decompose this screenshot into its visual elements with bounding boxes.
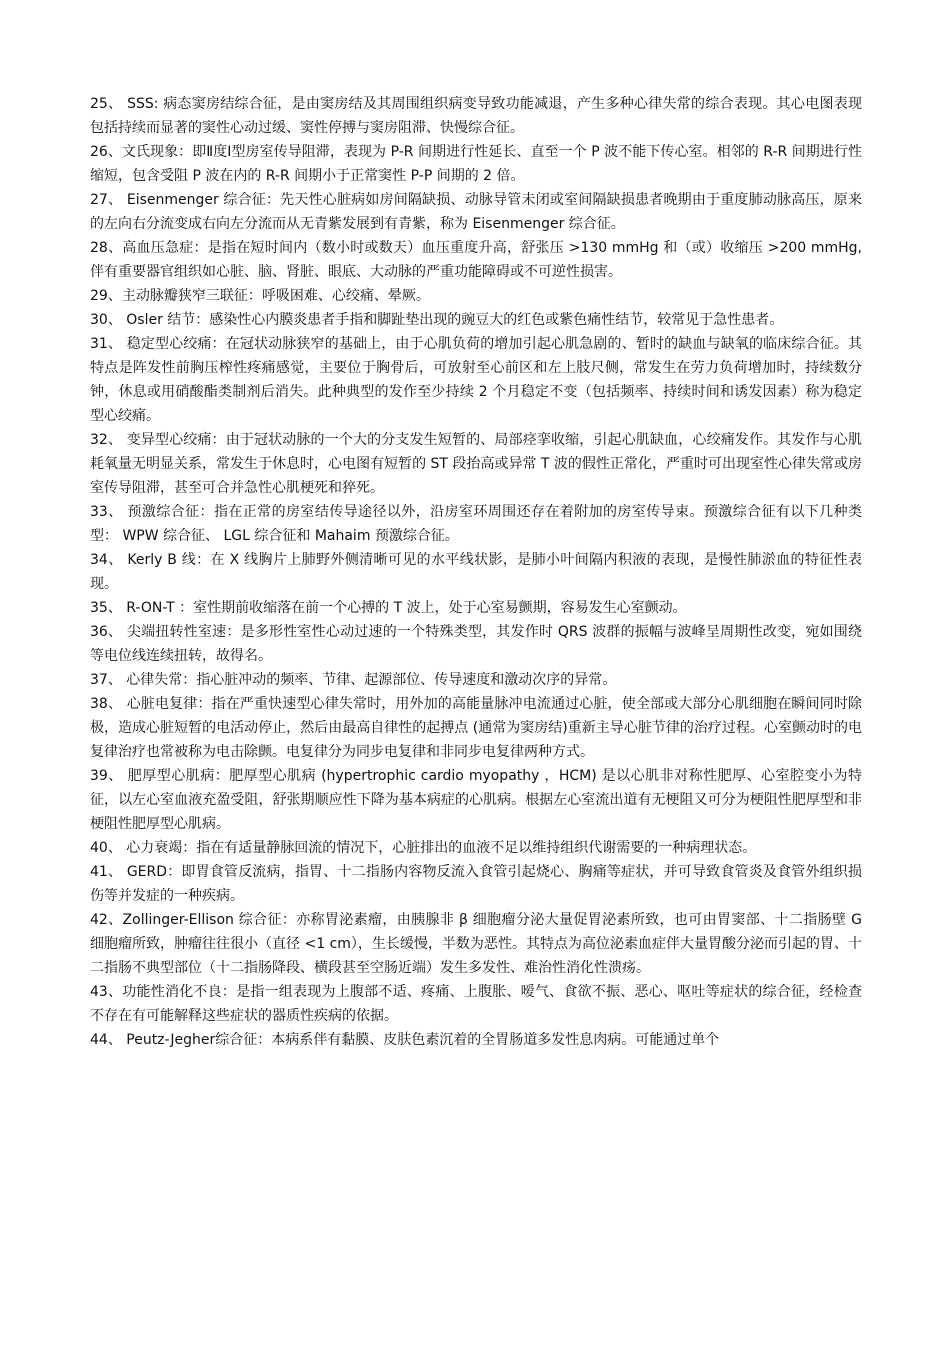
entry-25: 25、 SSS: 病态窦房结综合征，是由窦房结及其周围组织病变导致功能减退，产生多种心律失常的综合表现。其心电图表现包括持续而显著的窦性心动过缓、窦性停搏与窦房阻滞、快慢综合征。 <box>90 96 862 136</box>
entry-26: 26、文氏现象：即Ⅱ度Ⅰ型房室传导阻滞，表现为 P-R 间期进行性延长、直至一个 P 波不能下传心室。相邻的 R-R 间期进行性缩短，包含受阻 P 波在内的 R-R 间期小于正常窦性 P-P 间期的 2 倍。 <box>90 144 862 184</box>
entry-29: 29、主动脉瓣狭窄三联征：呼吸困难、心绞痛、晕厥。 <box>90 288 430 304</box>
entry-36: 36、 尖端扭转性室速：是多形性室性心动过速的一个特殊类型，其发作时 QRS 波群的振幅与波峰呈周期性改变，宛如围绕等电位线连续扭转，故得名。 <box>90 624 862 664</box>
entry-34: 34、 Kerly B 线：在 X 线胸片上肺野外侧清晰可见的水平线状影，是肺小叶间隔内积液的表现，是慢性肺淤血的特征性表现。 <box>90 552 862 592</box>
entry-33: 33、 预激综合征：指在正常的房室结传导途径以外，沿房室环周围还存在着附加的房室传导束。预激综合征有以下几种类型： WPW 综合征、 LGL 综合征和 Mahaim 预激综合征。 <box>90 504 862 544</box>
entry-28: 28、高血压急症：是指在短时间内（数小时或数天）血压重度升高，舒张压 >130 mmHg 和（或）收缩压 >200 mmHg,伴有重要器官组织如心脏、脑、肾脏、眼底、大动脉的严重功能障碍或不可逆性损害。 <box>90 240 862 280</box>
entry-40: 40、 心力衰竭：指在有适量静脉回流的情况下，心脏排出的血液不足以维持组织代谢需要的一种病理状态。 <box>90 840 757 856</box>
document-page <box>90 92 862 1052</box>
entry-42: 42、Zollinger-Ellison 综合征：亦称胃泌素瘤，由胰腺非 β 细胞瘤分泌大量促胃泌素所致，也可由胃窦部、十二指肠壁 G 细胞瘤所致，肿瘤往往很小（直径 <1 cm），生长缓慢，半数为恶性。其特点为高位泌素血症伴大量胃酸分泌而引起的胃、十二指肠不典型部位（十二指肠降段、横段甚至空肠近端）发生多发性、难治性消化性溃疡。 <box>90 912 862 976</box>
entry-32: 32、 变异型心绞痛：由于冠状动脉的一个大的分支发生短暂的、局部痉挛收缩，引起心肌缺血，心绞痛发作。其发作与心肌耗氧量无明显关系，常发生于休息时，心电图有短暂的 ST 段抬高或异常 T 波的假性正常化，严重时可出现室性心律失常或房室传导阻滞，甚至可合并急性心肌梗死和猝死。 <box>90 432 862 496</box>
entry-35: 35、 R-ON-T ：室性期前收缩落在前一个心搏的 T 波上，处于心室易颤期，容易发生心室颤动。 <box>90 600 687 616</box>
entry-38: 38、 心脏电复律：指在严重快速型心律失常时，用外加的高能量脉冲电流通过心脏，使全部或大部分心肌细胞在瞬间同时除极，造成心脏短暂的电活动停止，然后由最高自律性的起搏点 (通常为窦房结)重新主导心脏节律的治疗过程。心室颤动时的电复律治疗也常被称为电击除颤。电复律分为同步电复律和非同步电复律两种方式。 <box>90 696 862 760</box>
entry-44: 44、 Peutz-Jegher综合征：本病系伴有黏膜、皮肤色素沉着的全胃肠道多发性息肉病。可能通过单个 <box>90 1032 720 1048</box>
entry-37: 37、 心律失常：指心脏冲动的频率、节律、起源部位、传导速度和激动次序的异常。 <box>90 672 617 688</box>
entry-27: 27、 Eisenmenger 综合征：先天性心脏病如房间隔缺损、动脉导管未闭或室间隔缺损患者晚期由于重度肺动脉高压，原来的左向右分流变成右向左分流而从无青紫发展到有青紫，称为 Eisenmenger 综合征。 <box>90 192 862 232</box>
entry-43: 43、功能性消化不良：是指一组表现为上腹部不适、疼痛、上腹胀、嗳气、食欲不振、恶心、呕吐等症状的综合征，经检查不存在有可能解释这些症状的器质性疾病的依据。 <box>90 984 862 1024</box>
entry-30: 30、 Osler 结节：感染性心内膜炎患者手指和脚趾垫出现的豌豆大的红色或紫色痛性结节，较常见于急性患者。 <box>90 312 784 328</box>
entry-31: 31、 稳定型心绞痛：在冠状动脉狭窄的基础上，由于心肌负荷的增加引起心肌急剧的、暂时的缺血与缺氧的临床综合征。其特点是阵发性前胸压榨性疼痛感觉，主要位于胸骨后，可放射至心前区和左上肢尺侧，常发生在劳力负荷增加时，持续数分钟，休息或用硝酸酯类制剂后消失。此种典型的发作至少持续 2 个月稳定不变（包括频率、持续时间和诱发因素）称为稳定型心绞痛。 <box>90 336 862 424</box>
entry-39: 39、 肥厚型心肌病：肥厚型心肌病 (hypertrophic cardio myopathy ，HCM) 是以心肌非对称性肥厚、心室腔变小为特征，以左心室血液充盈受阻，舒张期顺应性下降为基本病症的心肌病。根据左心室流出道有无梗阻又可分为梗阻性肥厚型和非梗阻性肥厚型心肌病。 <box>90 768 862 832</box>
entry-41: 41、 GERD：即胃食管反流病，指胃、十二指肠内容物反流入食管引起烧心、胸痛等症状，并可导致食管炎及食管外组织损伤等并发症的一种疾病。 <box>90 864 862 904</box>
